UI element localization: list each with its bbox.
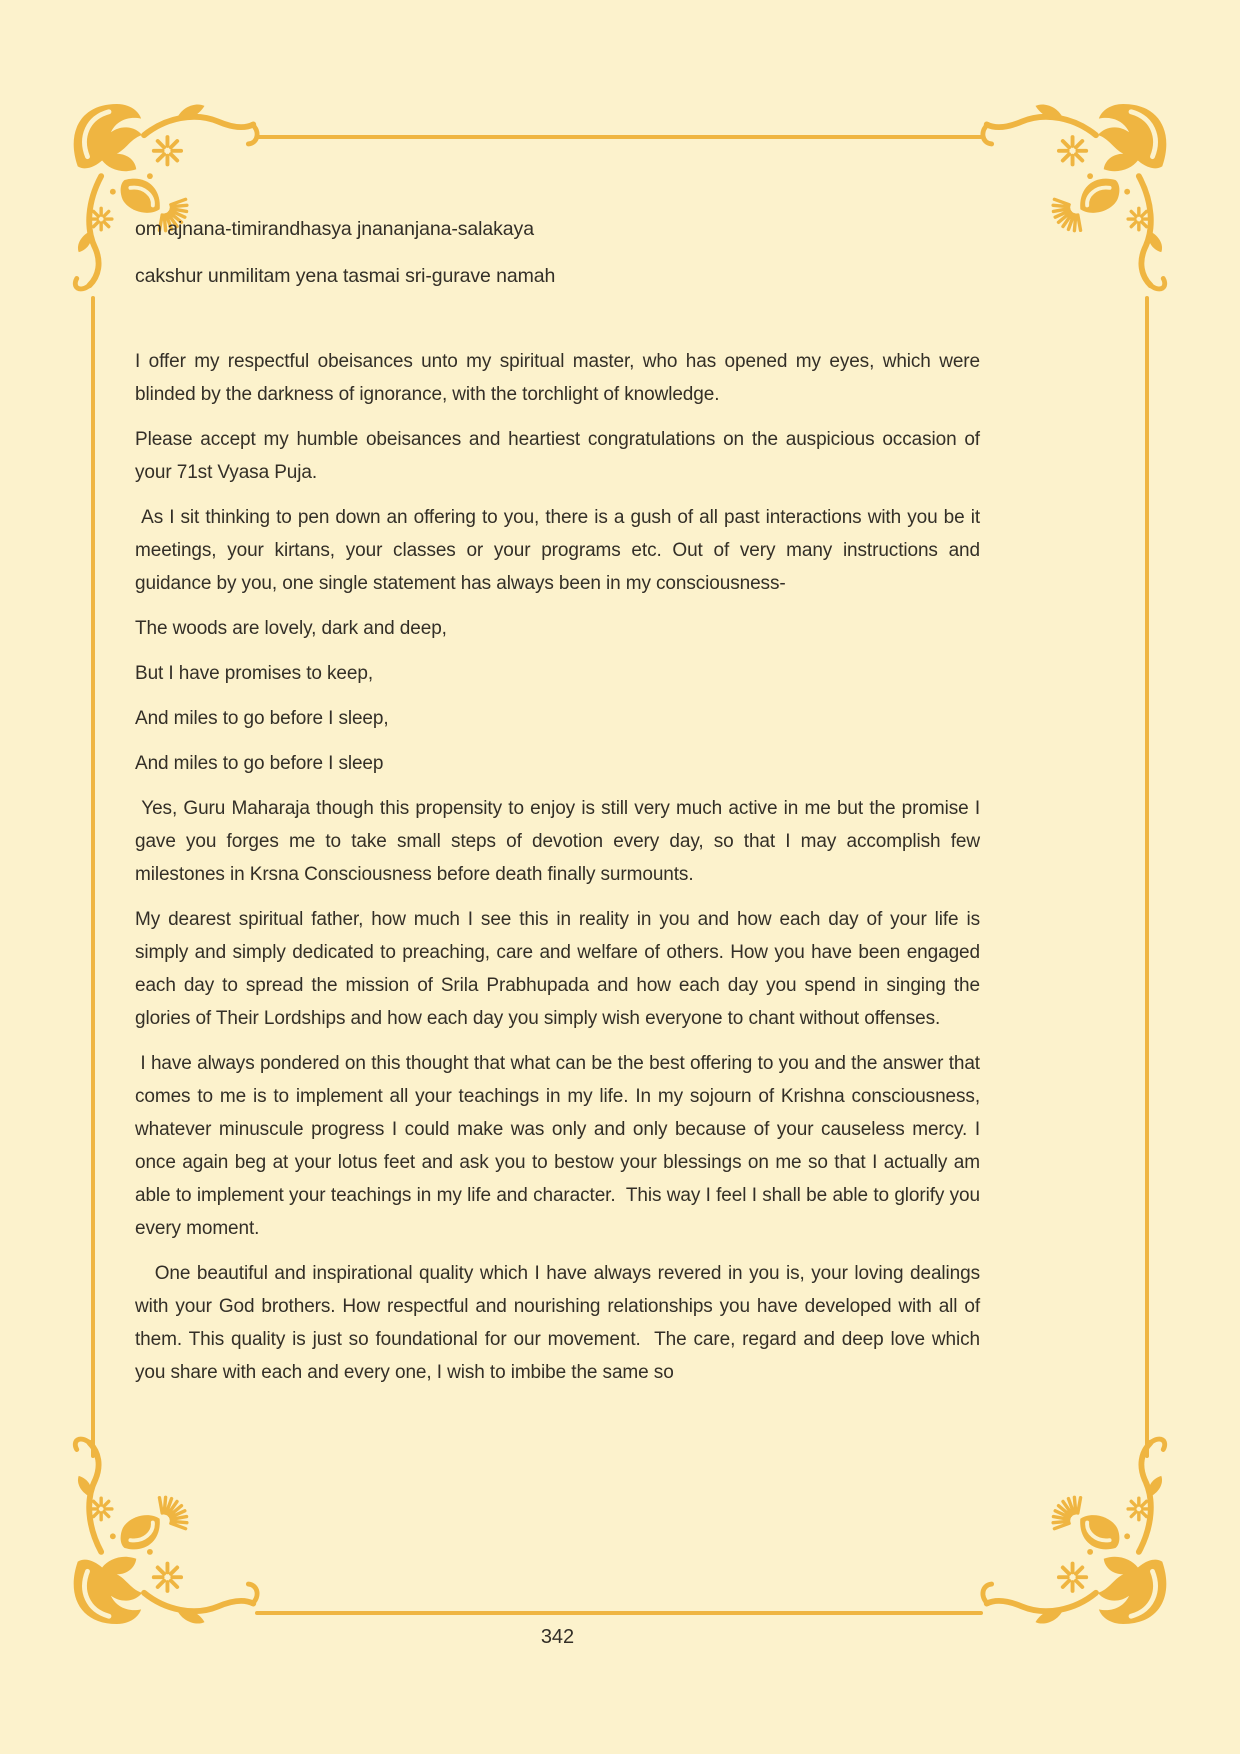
invocation-line: om ajnana-timirandhasya jnananjana-salakaya [135, 218, 534, 240]
invocation-line: cakshur unmilitam yena tasmai sri-gurave namah [135, 265, 556, 287]
page-body [135, 213, 986, 1401]
paragraph: Yes, Guru Maharaja though this propensity to enjoy is still very much active in me but the promise I gave you forges me to take small steps of devotion every day, so that I may accomplish few milestones in Krsna Consciousness before death finally surmounts. [135, 798, 986, 885]
paragraph: I have always pondered on this thought that what can be the best offering to you and the answer that comes to me is to implement all your teachings in my life. In my sojourn of Krishna consciousness, whatever minuscule progress I could make was only and only because of your causeless mercy. I once again beg at your lotus feet and ask you to bestow your blessings on me so that I actually am able to implement your teachings in my life and character. This way I feel I shall be able to glorify you every moment. [135, 1053, 986, 1239]
floral-corner-ornament-top-right [977, 98, 1172, 303]
poem-line: And miles to go before I sleep, [135, 708, 389, 729]
paragraph: One beautiful and inspirational quality which I have always revered in you is, your loving dealings with your God brothers. How respectful and nourishing relationships you have developed with all of them. This quality is just so foundational for our movement. The care, regard and deep love which you share with each and every one, I wish to imbibe the same so [135, 1263, 986, 1383]
frame-line-right [1145, 296, 1149, 1458]
paragraph: My dearest spiritual father, how much I see this in reality in you and how each day of your life is simply and simply dedicated to preaching, care and welfare of others. How you have been engaged each day to spread the mission of Srila Prabhupada and how each day you spend in singing the glories of Their Lordships and how each day you simply wish everyone to chant without offenses. [135, 909, 986, 1029]
paragraph: As I sit thinking to pen down an offering to you, there is a gush of all past interactions with you be it meetings, your kirtans, your classes or your programs etc. Out of very many instructions and guidance by you, one single statement has always been in my consciousness- [135, 507, 986, 594]
poem-line: The woods are lovely, dark and deep, [135, 618, 447, 639]
poem-line: But I have promises to keep, [135, 663, 373, 684]
floral-corner-ornament-bottom-left [68, 1425, 263, 1630]
paragraph: Please accept my humble obeisances and heartiest congratulations on the auspicious occasion of your 71st Vyasa Puja. [135, 429, 986, 483]
frame-line-bottom [255, 1611, 983, 1615]
page-number: 342 [540, 1626, 575, 1648]
paragraph: I offer my respectful obeisances unto my spiritual master, who has opened my eyes, which were blinded by the darkness of ignorance, with the torchlight of knowledge. [135, 351, 986, 405]
poem-line: And miles to go before I sleep [135, 753, 384, 774]
floral-corner-ornament-bottom-right [977, 1425, 1172, 1630]
frame-line-left [91, 296, 95, 1458]
frame-line-top [255, 135, 983, 139]
